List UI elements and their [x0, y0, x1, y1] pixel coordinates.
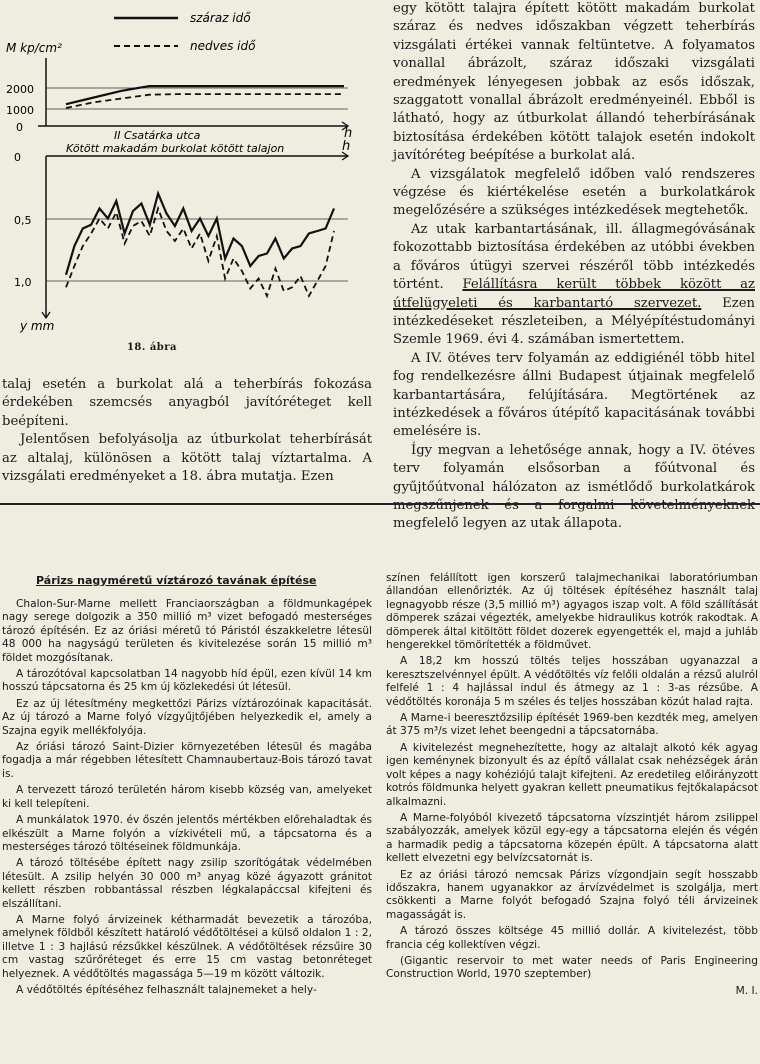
- article-paragraph: A kivitelezést megnehezítette, hogy az altalajt alkotó kék agyag igen keménynek bizonyult és az építő vállalat csak nehézségek árán volt képes a nagy kohéziójú talajt kifejteni. Az eredetileg előirányzott kotrós földmunka helyett gyakran kellett pneumatikus fejtőkalapácsot alkalmazni.: [386, 741, 758, 808]
- surface-label: Kötött makadám burkolat kötött talajon: [66, 142, 285, 155]
- article-paragraph: A Marne folyó árvizeinek kétharmadát bevezetik a tározóba, amelynek földből készített határoló védőtöltései a külső oldalon 1 : 2, illetve 1 : 3 hajlású rézsűkkel készülnek. A védőtöltések rézsűire 30 cm vastag szűrőréteget és erre 15 cm vastag betonréteget helyeznek. A védőtöltés magassága 5—19 m között változik.: [2, 913, 372, 980]
- article-paragraph: A tározótóval kapcsolatban 14 nagyobb híd épül, ezen kívül 14 km hosszú tápcsatorna és 25 km új közlekedési út létesül.: [2, 668, 372, 694]
- article-paragraph: A Marne-folyóból kivezető tápcsatorna vízszintjét három zsilippel szabályozzák, amelyek közül egy-egy a tápcsatorna elején és végén a harmadik pedig a tápcsatorna közepén épült. A tápcsatorna alatt kellett elvezetni egy belvízcsatornát is.: [386, 811, 758, 865]
- article-paragraph: Chalon-Sur-Marne mellett Franciaországban a földmunkagépek nagy serege dolgozik a 350 millió m³ vizet befogadó mesterséges tározó építésén. Ez az óriási méretű tó Páristól északkeletre létesül 48 000 ha nagyságú területen és kivitelezése során 15 millió m³ földet mozgósítanak.: [2, 598, 372, 664]
- top-left-column: [2, 0, 378, 500]
- article-paragraph: A védőtöltés építéséhez felhasznált talajnemeket a hely-: [16, 983, 317, 996]
- article-paragraph: A tározó összes költsége 45 millió dollár. A kivitelezést, több francia cég kollektíven végzi.: [386, 925, 758, 951]
- legend-dry-label: száraz idő: [190, 11, 251, 25]
- top-chart-xlabel: h: [344, 126, 353, 141]
- article-paragraph: Az óriási tározó Saint-Dizier környezetében létesül és magába fogadja a már régebben létesített Chamnaubertauz-Bois tározó tavat is.: [2, 741, 372, 780]
- paragraph: Jelentősen befolyásolja az útburkolat teherbírását az altalaj, különösen a kötött talaj víztartalma. A vizsgálati eredményeket a 18. ábra mutatja. Ezen: [2, 432, 372, 485]
- bottom-tick-0: 0: [14, 151, 21, 164]
- top-series-wet: [66, 94, 344, 108]
- article-paragraph: Ez az óriási tározó nemcsak Párizs vízgondjain segít hosszabb időszakra, hanem ugyanakkor az árvízvédelmet is szolgálja, mert csökkenti a Marne folyót befogadó Szajna folyó téli árvizeinek magasságát is.: [386, 868, 758, 921]
- bottom-tick-05: 0,5: [14, 214, 32, 227]
- figure-18-svg: [2, 0, 372, 340]
- article-paragraph: A 18,2 km hosszú töltés teljes hosszában ugyanazzal a keresztszelvénnyel épült. A védőtöltés víz felőli oldalán a rézsű alulról felfelé 1 : 4 hajlással indul és átmegy az 1 : 3-as rézsűbe. A védőtöltés koronája 5 m széles és teljes hosszában közút halad rajta.: [386, 655, 758, 708]
- legend-wet-label: nedves idő: [190, 39, 256, 53]
- top-chart-ylabel: M kp/cm²: [6, 41, 62, 55]
- paragraph: talaj esetén a burkolat alá a teherbírás fokozása érdekében szemcsés anyagból javítóréteget kell beépíteni.: [2, 377, 372, 429]
- paragraph: egy kötött talajra épített kötött makadám burkolat száraz és nedves időszakban végzett teherbírás vizsgálati értékei vannak feltüntetve. A folyamatos vonallal ábrázolt, száraz időszaki vizsgálati eredmények lényegesen jobbak az esős időszak, szaggatott vonallal ábrázolt eredményeinél. Ebből is látható, hogy az útburkolat állandó teherbírásának biztosítása érdekében kötött talajok esetén indokolt javítóréteg beépítése a burkolat alá.: [393, 1, 755, 164]
- article-right-column: [386, 572, 758, 997]
- figure-caption: 18. ábra: [126, 342, 178, 353]
- figure-18: [2, 0, 372, 372]
- paragraph-part: Ezen intézkedéseket részleteiben, a Mélyépítéstudományi Szemle 1969. évi 4. számában ismertettem.: [393, 295, 755, 348]
- bottom-chart-ylabel: y mm: [20, 319, 55, 333]
- top-tick-1000: 1000: [6, 104, 34, 117]
- section-divider: [0, 503, 760, 505]
- article-paragraph: A tervezett tározó területén három kisebb község van, amelyeket ki kell telepíteni.: [2, 784, 372, 810]
- bottom-tick-10: 1,0: [14, 276, 32, 289]
- article-paragraph: A munkálatok 1970. év őszén jelentős mértékben előrehaladtak és elkészült a Marne folyón a vízkivételi mű, a tápcsatorna és a mesterséges tározó töltéseinek földmunkája.: [2, 814, 372, 853]
- paragraph: [393, 221, 755, 350]
- top-tick-0: 0: [16, 121, 23, 134]
- top-left-text: [2, 376, 372, 486]
- bottom-chart-xlabel: h: [342, 139, 351, 154]
- paragraph: Így megvan a lehetősége annak, hogy a IV. ötéves terv folyamán elsősorban a főútvonal és gyűjtőútvonal hálózaton az ismétlődő burkolatkárok megszűnjenek és a forgalmi követelményeknek megfelelő legyen az utak állapota.: [393, 442, 755, 532]
- paragraph: A vizsgálatok megfelelő időben való rendszeres végzése és kiértékelése esetén a burkolatkárok megelőzésére a szükséges intézkedések megtehetők.: [393, 166, 755, 219]
- paragraph: A IV. ötéves terv folyamán az eddigiénél több hitel fog rendelkezésre állni Budapest útjainak megfelelő karbantartására, felújítására. Megtörtének az intézkedések a főváros útépítő kapacitásának további emelésére is.: [393, 350, 755, 440]
- underlined-sentence: Felállításra került többek között az útfelügyeleti és karbantartó szervezet.: [393, 277, 755, 311]
- article-left-column: [2, 598, 372, 1000]
- article-paragraph: A tározó töltésébe épített nagy zsilip szorítógátak védelmében létesült. A zsilip helyén 30 000 m³ anyag közé ágyazott gránitot kellett részben robbantással részben légkalapáccsal kifejteni és elszállítani.: [2, 857, 372, 910]
- paragraph-part: Az utak karbantartásának, ill. állagmegóvásának fokozottabb biztosítása érdekében az utóbbi években a főváros útügyi szervei részéről több intézkedés történt.: [393, 221, 755, 293]
- article-paragraph: színen felállított igen korszerű talajmechanikai laboratóriumban állandóan ellenőrizték. Az új töltések építéséhez használt talaj legnagyobb része (3,5 millió m³) agyagos iszap volt. A föld szállítását dömperek százai végezték, amelyekbe hidraulikus kotrók rakodtak. A dömperek által kitöltött földet dozerek egyengették el, majd a juhláb hengerekkel tömörítették a földművet.: [386, 572, 758, 652]
- article-title: Párizs nagyméretű víztározó tavának építése: [36, 574, 317, 587]
- bottom-series-wet: [66, 209, 334, 297]
- article-paragraph: A Marne-i beeresztőzsilip építését 1969-ben kezdték meg, amelyen át 375 m³/s vizet lehet beengedni a tápcsatornába.: [386, 712, 758, 738]
- top-series-dry: [66, 86, 344, 104]
- top-right-column: [393, 0, 755, 532]
- article-paragraph: Ez az új létesítmény megkettőzi Párizs víztározóinak kapacitását. Az új tározó a Marne folyó vízgyűjtőjében helyezkedik el, amely a Szajna egyik mellékfolyója.: [2, 697, 372, 737]
- article-signature: M. I.: [735, 984, 758, 997]
- street-label: II Csatárka utca: [114, 129, 201, 142]
- top-tick-2000: 2000: [6, 83, 34, 96]
- article-source: (Gigantic reservoir to met water needs of Paris Engineering Construction World, 1970 szeptember): [386, 954, 758, 981]
